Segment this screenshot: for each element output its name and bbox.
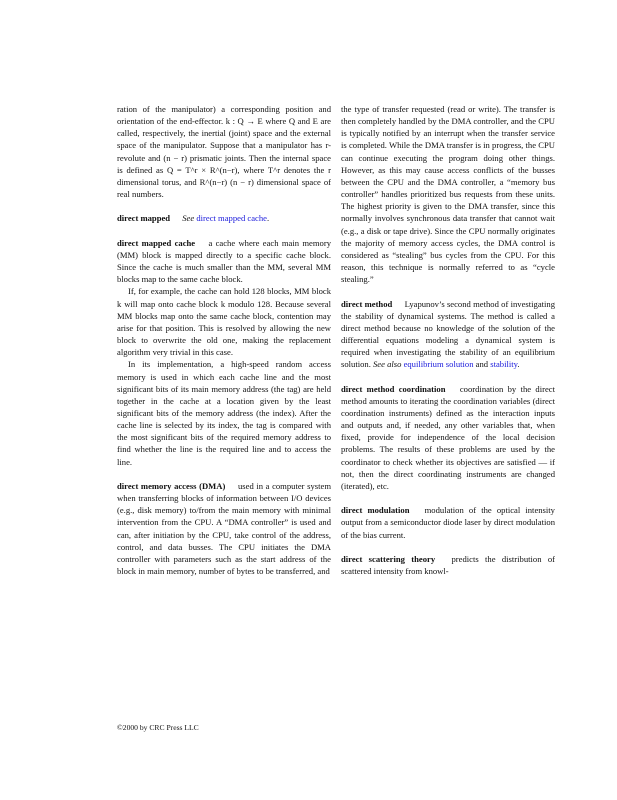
definition: used in a computer system when transferring blocks of information between I/O devices (e.g., disk memory) to/from the main memory with minimal intervention from the CPU. A “DMA controller” is used and can, after initiation by the CPU, take control of the address, control, and data busses. The CPU initiates the DMA controller with parameters such as the start address of the block in main memory, number of bytes to be transferred, and (117, 480, 331, 577)
definition: Lyapunov’s second method of investigating the stability of dynamical systems. The method is called a direct method because no knowledge of the solution of the differential equations modeling a dynamical system is required when investigating the stability of an equilibrium solution. (341, 298, 555, 370)
paragraph: If, for example, the cache can hold 128 blocks, MM block k will map onto cache block k modulo 128. Because several MM blocks map onto the same cache block, contention may arise for that position. This is resolved by allowing the new block to overwrite the old one, making the replacement algorithm very trivial in this case. (117, 286, 331, 358)
entry-direct-memory-access (117, 480, 331, 577)
entry-direct-mapped-cache (117, 237, 331, 286)
term-direct-memory-access: direct memory access (DMA) (117, 480, 226, 491)
paragraph: In its implementation, a high-speed random access memory is used in which each cache line and the most significant bits of its main memory address (the tag) are held together in the cache at a location given by the least significant bits of the memory address (the index). After the cache line is selected by its index, the tag is compared with the most significant bits of the required memory address to find whether the line is the required line and to access the line. (117, 359, 331, 467)
continued-paragraph: the type of transfer requested (read or write). The transfer is then completely handled by the DMA controller, and the CPU is typically notified by an interrupt when the transfer service is completed. While the DMA transfer is in progress, the CPU can continue executing the program doing other things. However, as this may cause access conflicts of the busses between the CPU and the DMA controller, a “memory bus controller” handles prioritized bus requests from these units. The highest priority is given to the DMA transfer, since this normally involves synchronous data transfer that cannot wait (e.g., a disk or tape drive). Since the CPU normally originates the majority of memory access cycles, the DMA control is considered as “stealing” bus cycles from the CPU. For this reason, this technique is normally referred to as “cycle stealing.” (341, 104, 555, 285)
entry-direct-method-coordination (341, 383, 555, 492)
term-direct-scattering-theory: direct scattering theory (341, 553, 436, 564)
term-direct-method-coordination: direct method coordination (341, 383, 446, 394)
definition: modulation of the optical intensity output from a semiconductor diode laser by direct modulation of the bias current. (341, 505, 555, 540)
link-stability[interactable]: stability (490, 359, 518, 370)
link-direct-mapped-cache[interactable]: direct mapped cache (196, 213, 267, 224)
definition: predicts the distribution of scattered intensity from knowl- (341, 553, 555, 577)
right-column (341, 103, 555, 577)
link-equilibrium-solution[interactable]: equilibrium solution (403, 359, 474, 370)
definition: coordination by the direct method amounts to iterating the coordination variables (direct coordination instruments) defined as the interaction inputs and outputs and, if needed, any other variables that, when fixed, provide for independence of the local decision problems. The results of these problems are used by the coordinator to check whether its objectives are satisfied — if not, then the direct coordinating instruments are changed (iterated), etc. (341, 383, 555, 491)
term-direct-mapped-cache: direct mapped cache (117, 237, 196, 248)
entry-direct-modulation (341, 504, 555, 540)
definition: a cache where each main memory (MM) block is mapped directly to a specific cache block. Since the cache is much smaller than the MM, several MM blocks map to the same cache block. (117, 237, 331, 285)
term-direct-mapped: direct mapped (117, 213, 171, 224)
entry-direct-scattering-theory (341, 553, 555, 577)
period: . (517, 359, 520, 370)
copyright-footer: ©2000 by CRC Press LLC (117, 723, 199, 732)
term-direct-modulation: direct modulation (341, 505, 410, 516)
see-label: See (182, 213, 195, 224)
left-column (117, 103, 331, 577)
entry-direct-method (341, 298, 555, 371)
term-direct-method: direct method (341, 298, 393, 309)
entry-direct-mapped (117, 212, 331, 224)
period: . (266, 213, 270, 224)
see-also-label: See also (373, 359, 402, 370)
continued-paragraph: ration of the manipulator) a corresponding position and orientation of the end-effector. k : Q → E where Q and E are called, respectively, the inertial (joint) space and the external space of the manipulator. Suppose that a manipulator has r-revolute and (n − r) prismatic joints. Then the internal space is defined as Q = T^r × R^(n−r), where T^r denotes the r dimensional torus, and R^(n−r) (n − r) dimensional space of real numbers. (117, 104, 331, 200)
and-word: and (475, 359, 489, 370)
